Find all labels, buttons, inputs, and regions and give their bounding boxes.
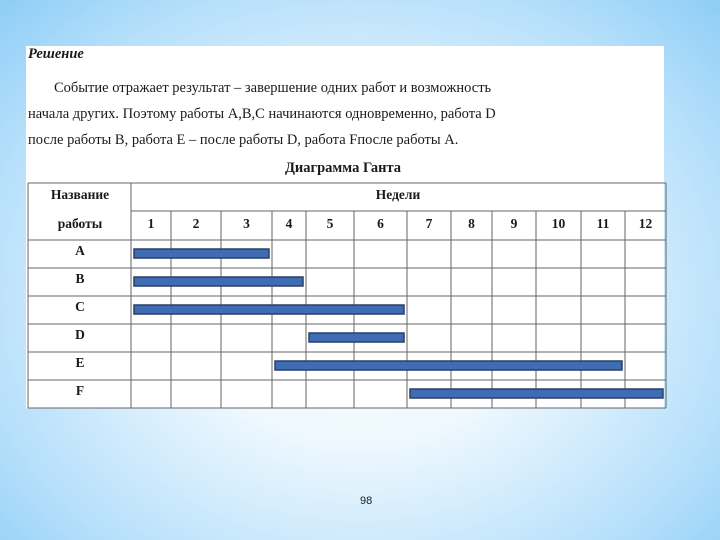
- task-labels: [75, 243, 85, 398]
- task-label-f: F: [75, 383, 85, 398]
- task-label-b: B: [75, 271, 85, 286]
- week-header-8: 8: [468, 216, 475, 231]
- task-bar-d: [309, 333, 404, 342]
- task-label-c: C: [75, 299, 85, 314]
- gantt-title: Диаграмма Ганта: [284, 160, 402, 176]
- solution-line-2: начала других. Поэтому работы A,B,C начинаются одновременно, работа D: [28, 106, 496, 122]
- solution-line-3: после работы B, работа E – после работы D, работа Fпосле работы A.: [28, 132, 459, 148]
- solution-heading: Решение: [28, 46, 84, 62]
- week-header-6: 6: [377, 216, 384, 231]
- week-header-11: 11: [596, 216, 610, 231]
- week-headers: [148, 216, 653, 231]
- header-weeks: Недели: [375, 187, 421, 202]
- solution-line-1: Событие отражает результат – завершение одних работ и возможность: [54, 80, 492, 96]
- task-bar-c: [134, 305, 404, 314]
- task-bar-f: [410, 389, 663, 398]
- gantt-labels: [51, 187, 421, 231]
- task-label-e: E: [75, 355, 85, 370]
- week-header-4: 4: [285, 216, 293, 231]
- task-bar-e: [275, 361, 622, 370]
- header-name-top: Название: [50, 187, 110, 202]
- week-header-9: 9: [510, 216, 518, 231]
- week-header-10: 10: [551, 216, 566, 231]
- week-header-3: 3: [243, 216, 250, 231]
- page-number: 98: [360, 495, 373, 507]
- week-header-1: 1: [147, 216, 155, 231]
- task-bar-b: [134, 277, 303, 286]
- task-label-d: D: [75, 327, 85, 342]
- task-label-a: A: [75, 243, 85, 258]
- header-name-bottom: работы: [57, 216, 103, 231]
- task-bar-a: [134, 249, 269, 258]
- week-header-12: 12: [638, 216, 653, 231]
- gantt-grid: [28, 183, 666, 408]
- week-header-7: 7: [425, 216, 433, 231]
- week-header-5: 5: [326, 216, 334, 231]
- week-header-2: 2: [192, 216, 200, 231]
